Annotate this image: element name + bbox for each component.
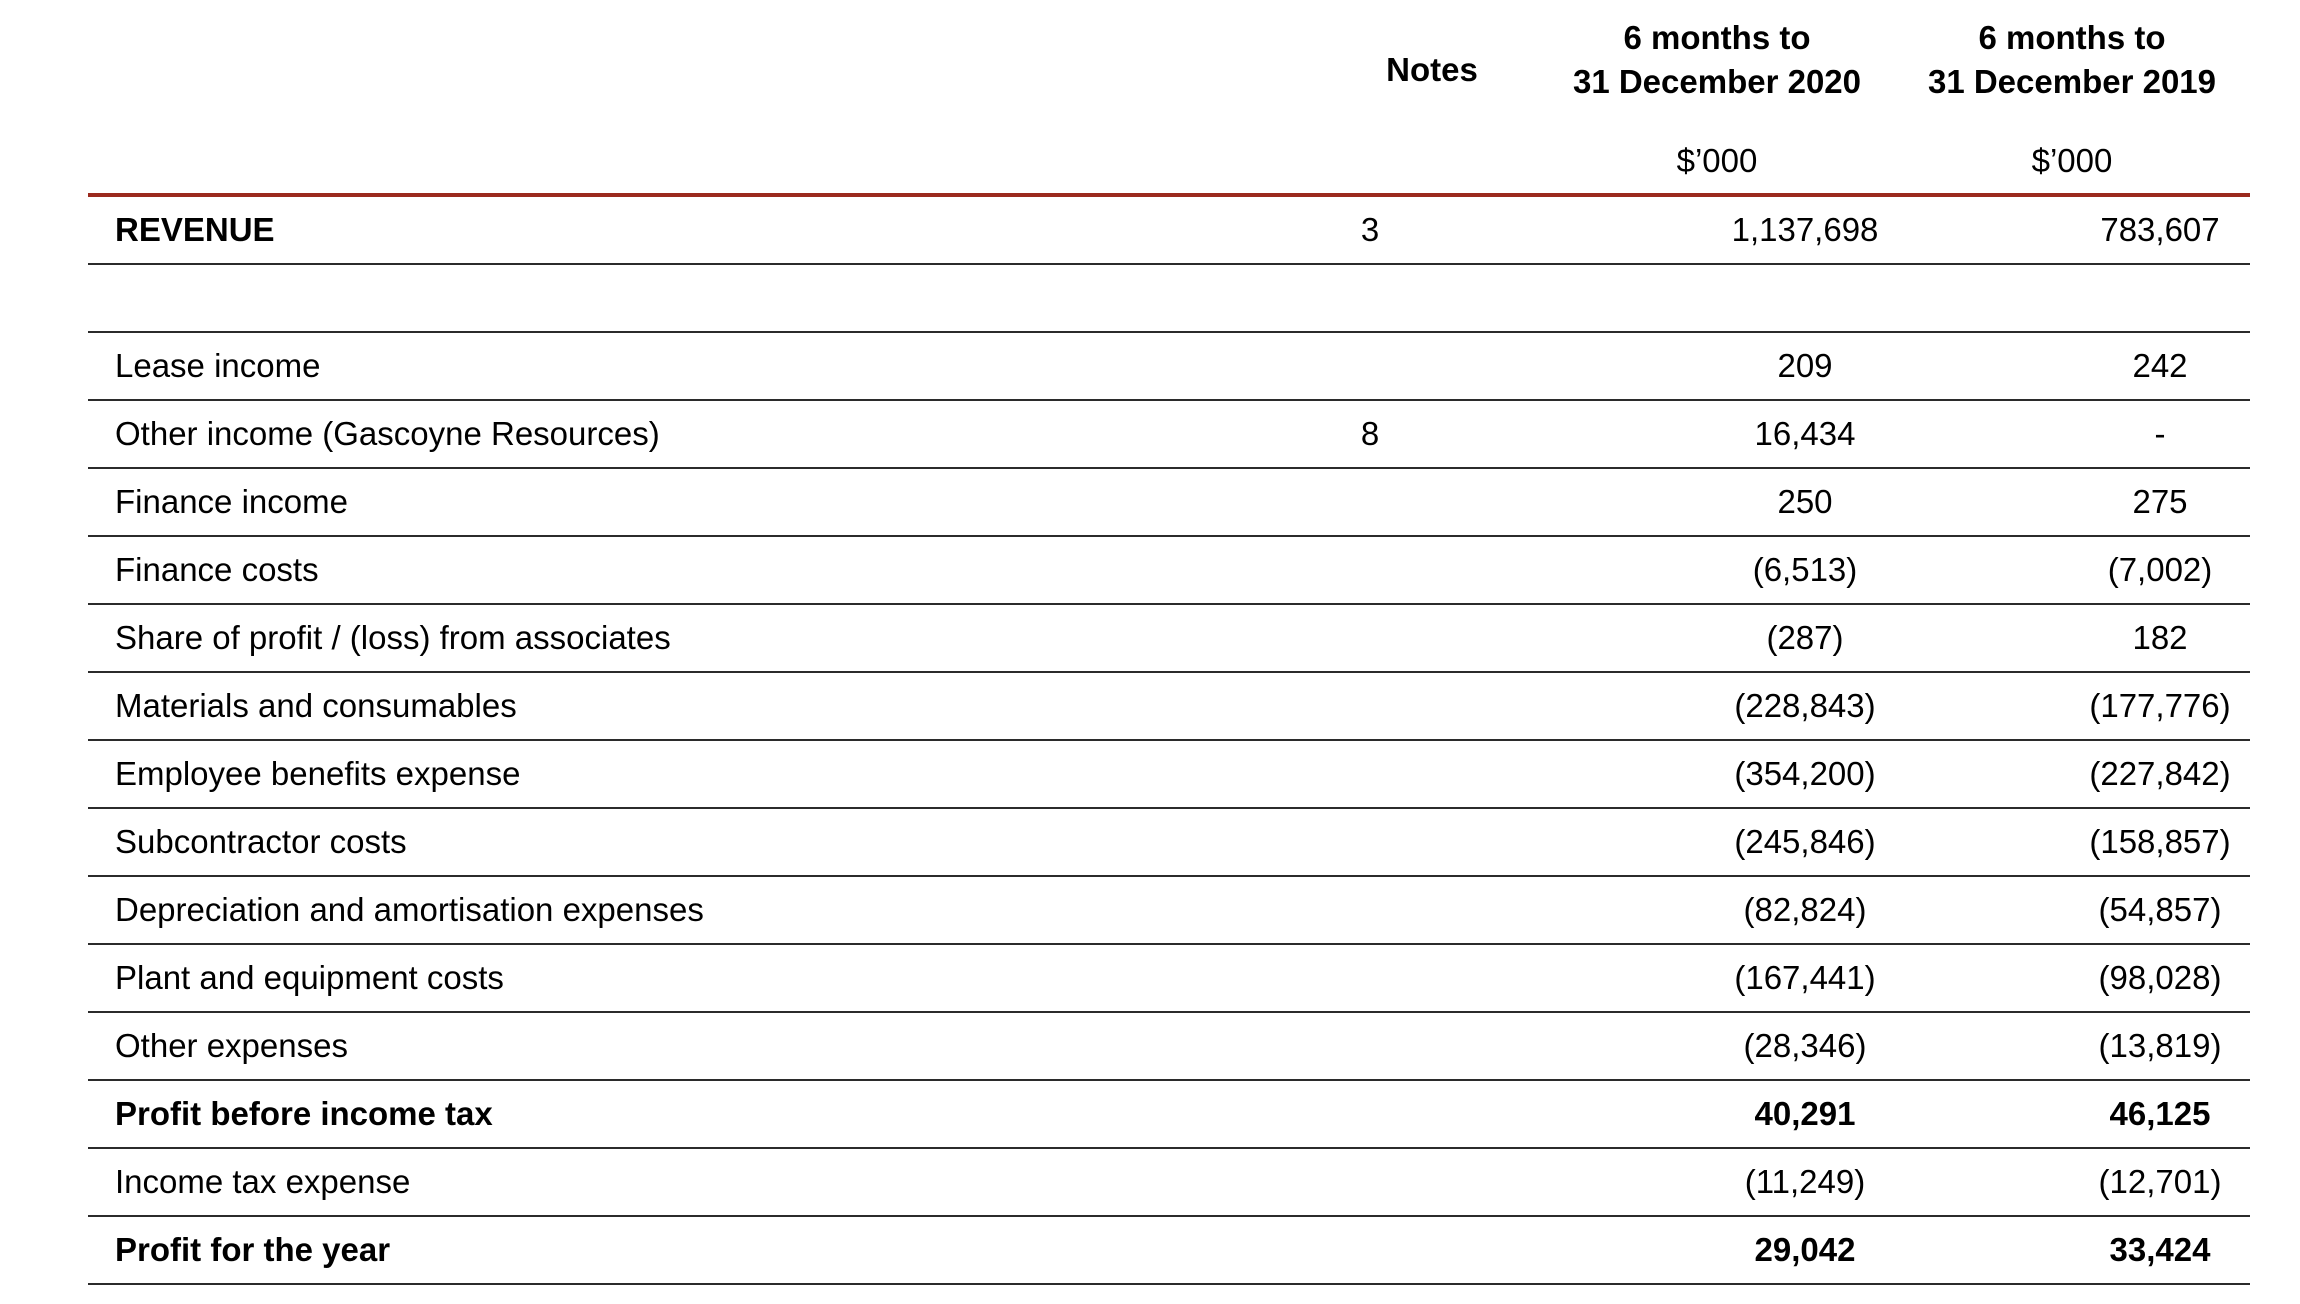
- table-row: [88, 945, 2250, 1013]
- row-value-2020: 16,434: [1754, 415, 1856, 452]
- table-row: [88, 1013, 2250, 1081]
- row-label: Share of profit / (loss) from associates: [115, 619, 671, 656]
- row-value-2019: 33,424: [2109, 1231, 2211, 1268]
- row-label: Materials and consumables: [115, 687, 517, 724]
- row-note: 8: [1360, 415, 1380, 452]
- column-header-2019-line-2: 31 December 2019: [1927, 63, 2217, 100]
- row-value-2020: (287): [1766, 619, 1844, 656]
- row-value-2020: (11,249): [1744, 1163, 1866, 1200]
- table-row: [88, 741, 2250, 809]
- row-value-2019: 46,125: [2109, 1095, 2211, 1132]
- row-value-2020: (354,200): [1734, 755, 1876, 792]
- column-header-2020-line-2: 31 December 2020: [1572, 63, 1862, 100]
- row-value-2019: (158,857): [2089, 823, 2231, 860]
- row-value-2019: (98,028): [2098, 959, 2222, 996]
- row-value-2019: (12,701): [2098, 1163, 2222, 1200]
- table-row: [88, 605, 2250, 673]
- income-statement-table: [88, 197, 2250, 1285]
- table-row: [88, 1149, 2250, 1217]
- row-value-2020: 1,137,698: [1731, 211, 1879, 248]
- row-value-2019: (227,842): [2089, 755, 2231, 792]
- table-row: [88, 877, 2250, 945]
- row-label: REVENUE: [115, 211, 275, 248]
- row-value-2019: (54,857): [2098, 891, 2222, 928]
- row-label: Other income (Gascoyne Resources): [115, 415, 660, 452]
- row-label: Employee benefits expense: [115, 755, 521, 792]
- row-label: Other expenses: [115, 1027, 348, 1064]
- table-row: [88, 333, 2250, 401]
- table-row: [88, 197, 2250, 265]
- table-row: [88, 1081, 2250, 1149]
- row-value-2020: 250: [1777, 483, 1833, 520]
- row-value-2020: (28,346): [1743, 1027, 1867, 1064]
- row-value-2020: (167,441): [1734, 959, 1876, 996]
- row-value-2019: 242: [2132, 347, 2188, 384]
- row-label: Subcontractor costs: [115, 823, 407, 860]
- row-value-2019: (177,776): [2089, 687, 2231, 724]
- notes-column-header: [1332, 48, 1532, 92]
- column-header-2019: [1887, 16, 2257, 104]
- table-row: [88, 469, 2250, 537]
- row-value-2019: -: [2154, 415, 2166, 452]
- column-header-2020-line-1: 6 months to: [1623, 19, 1811, 56]
- row-label: Lease income: [115, 347, 321, 384]
- table-row: [88, 537, 2250, 605]
- column-header-2020: [1532, 16, 1902, 104]
- unit-label-2020: $’000: [1676, 142, 1758, 179]
- row-value-2020: (228,843): [1734, 687, 1876, 724]
- row-value-2019: 783,607: [2100, 211, 2220, 248]
- table-row: [88, 401, 2250, 469]
- row-value-2019: 182: [2132, 619, 2188, 656]
- notes-header-label: Notes: [1386, 51, 1478, 88]
- row-note: 3: [1360, 211, 1380, 248]
- row-value-2020: 40,291: [1754, 1095, 1856, 1132]
- row-value-2020: 29,042: [1754, 1231, 1856, 1268]
- row-value-2019: (13,819): [2098, 1027, 2222, 1064]
- table-row: [88, 265, 2250, 333]
- row-label: Finance income: [115, 483, 348, 520]
- row-value-2019: (7,002): [2107, 551, 2213, 588]
- row-value-2020: (245,846): [1734, 823, 1876, 860]
- table-row: [88, 1217, 2250, 1285]
- row-value-2019: 275: [2132, 483, 2188, 520]
- row-label: Profit for the year: [115, 1231, 391, 1268]
- row-label: Depreciation and amortisation expenses: [115, 891, 704, 928]
- row-value-2020: (82,824): [1743, 891, 1867, 928]
- row-label: Profit before income tax: [115, 1095, 493, 1132]
- row-value-2020: (6,513): [1752, 551, 1858, 588]
- table-row: [88, 809, 2250, 877]
- row-label: Income tax expense: [115, 1163, 411, 1200]
- row-value-2020: 209: [1777, 347, 1833, 384]
- row-label: Finance costs: [115, 551, 319, 588]
- column-header-2019-line-1: 6 months to: [1978, 19, 2166, 56]
- table-row: [88, 673, 2250, 741]
- row-label: Plant and equipment costs: [115, 959, 504, 996]
- unit-label-2019: $’000: [2031, 142, 2113, 179]
